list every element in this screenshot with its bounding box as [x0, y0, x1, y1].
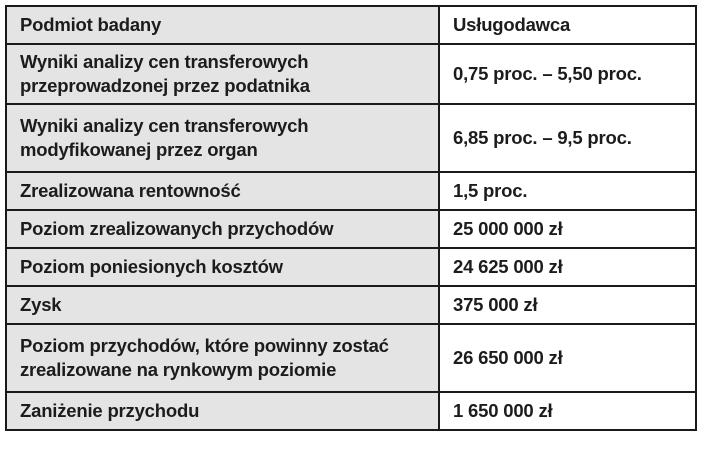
row-value-cell: 375 000 zł	[439, 286, 696, 324]
row-label-cell: Zysk	[6, 286, 439, 324]
row-value-cell: 24 625 000 zł	[439, 248, 696, 286]
row-label-line: przeprowadzonej przez podatnika	[20, 75, 310, 96]
row-label-cell: Poziom poniesionych kosztów	[6, 248, 439, 286]
row-label-line: zrealizowane na rynkowym poziomie	[20, 359, 337, 380]
row-label-line: Poziom przychodów, które powinny zostać	[20, 335, 389, 356]
row-value-cell: 6,85 proc. – 9,5 proc.	[439, 104, 696, 172]
row-value-cell: 25 000 000 zł	[439, 210, 696, 248]
row-label-cell	[6, 104, 439, 172]
header-subject-cell: Podmiot badany	[6, 6, 439, 44]
table-row	[6, 286, 696, 324]
row-label-cell: Zaniżenie przychodu	[6, 392, 439, 430]
row-value-cell: 0,75 proc. – 5,50 proc.	[439, 44, 696, 104]
row-label-cell: Zrealizowana rentowność	[6, 172, 439, 210]
row-label-cell	[6, 324, 439, 392]
row-label-cell	[6, 44, 439, 104]
row-label-line: Wyniki analizy cen transferowych	[20, 115, 309, 136]
table-row	[6, 44, 696, 104]
table-row	[6, 210, 696, 248]
table-row	[6, 392, 696, 430]
table-row	[6, 248, 696, 286]
row-label-cell: Poziom zrealizowanych przychodów	[6, 210, 439, 248]
row-value-cell: 1 650 000 zł	[439, 392, 696, 430]
transfer-pricing-table	[5, 5, 697, 431]
table-header-row	[6, 6, 696, 44]
table-row	[6, 324, 696, 392]
row-label-line: modyfikowanej przez organ	[20, 139, 258, 160]
transfer-pricing-table-container	[5, 5, 695, 431]
header-provider-cell: Usługodawca	[439, 6, 696, 44]
row-value-cell: 26 650 000 zł	[439, 324, 696, 392]
row-value-cell: 1,5 proc.	[439, 172, 696, 210]
table-row	[6, 172, 696, 210]
table-row	[6, 104, 696, 172]
row-label-line: Wyniki analizy cen transferowych	[20, 51, 309, 72]
